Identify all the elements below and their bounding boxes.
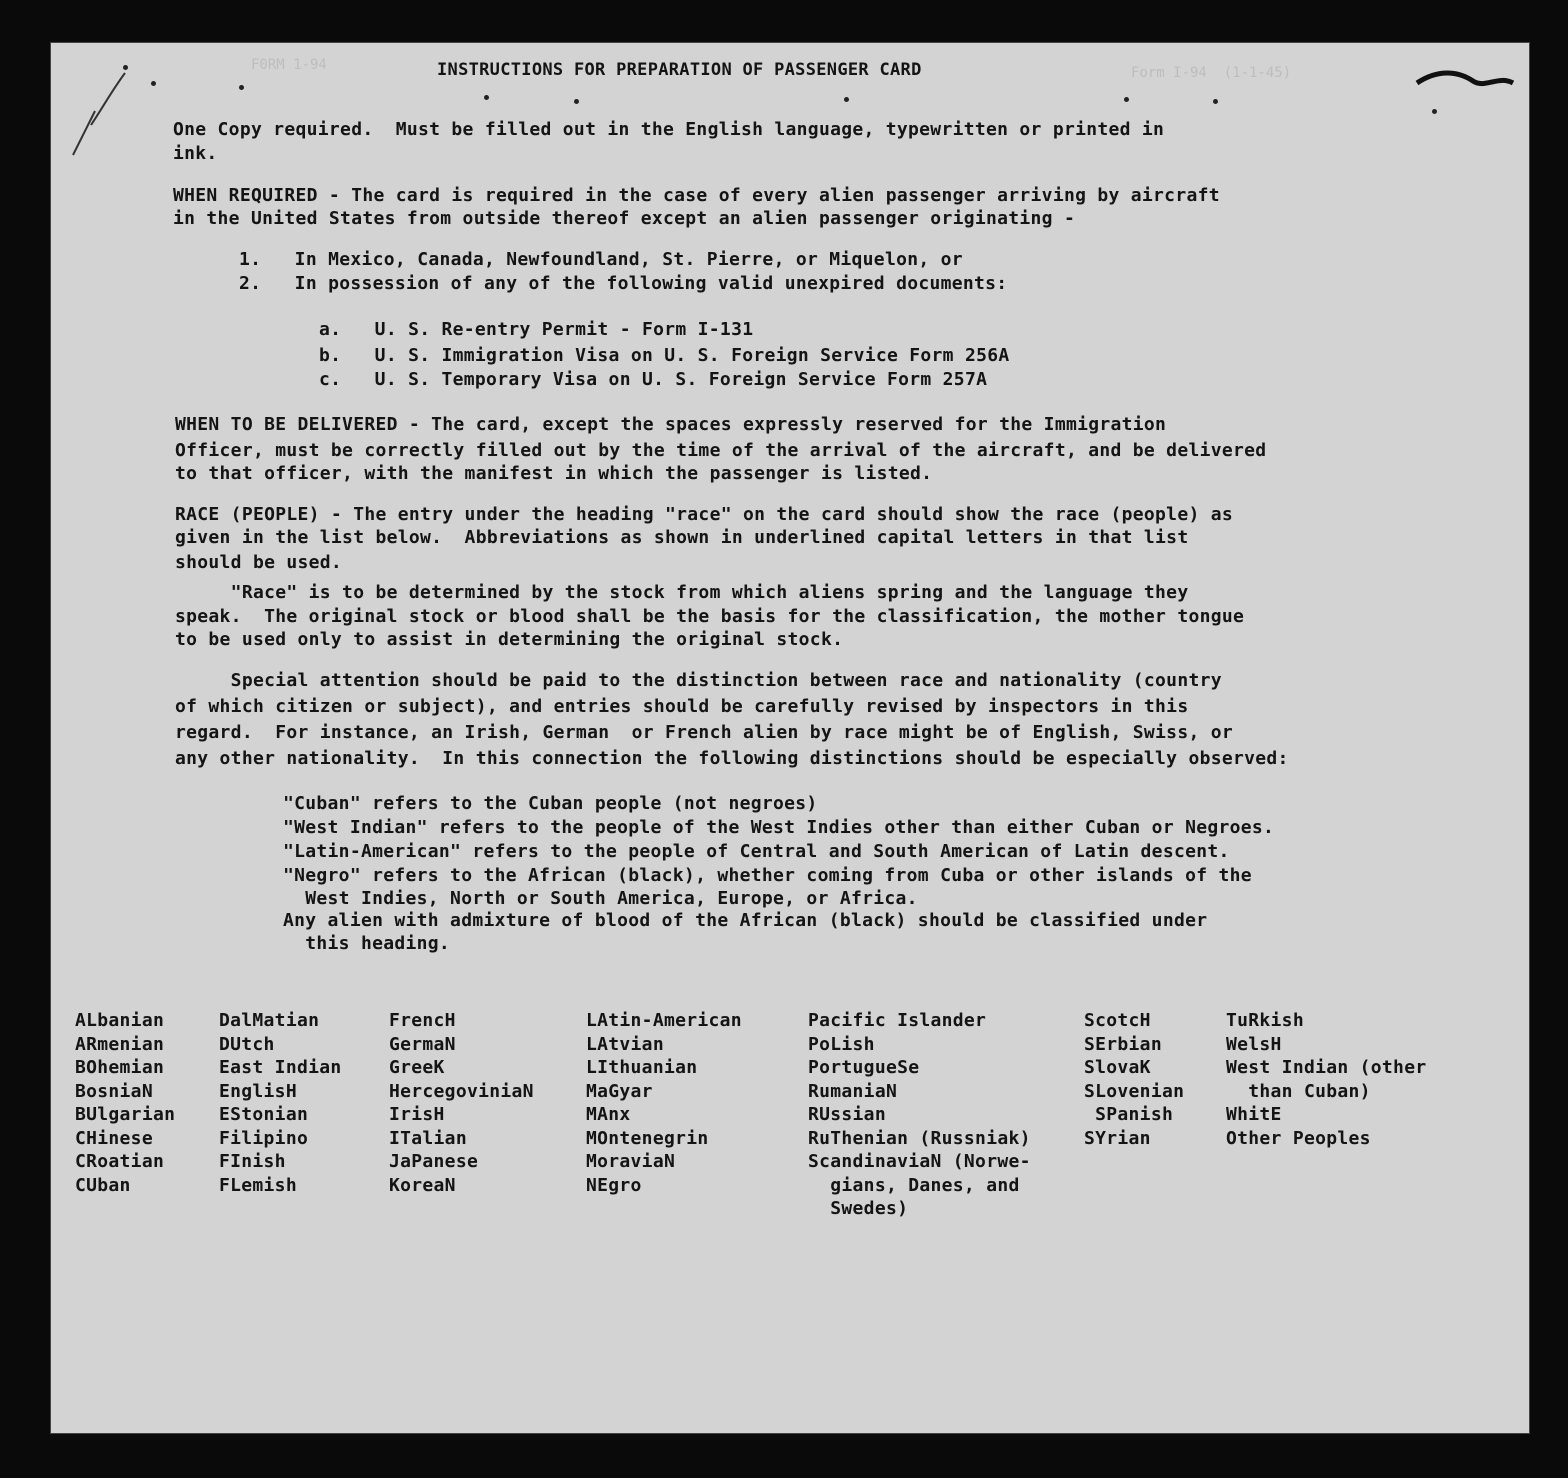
speck [1124,97,1129,102]
distinction-negro: "Negro" refers to the African (black), whether coming from Cuba or other islands of the [283,865,1252,886]
race-entry: ALbanian [75,1010,165,1031]
distinction-admixture: Any alien with admixture of blood of the African (black) should be classified under [283,910,1208,931]
race-entry: MAnx [586,1104,631,1125]
race-entry: ScotcH [1084,1010,1151,1031]
race-entry: EStonian [219,1104,309,1125]
special-attention-line-2: of which citizen or subject), and entries should be carefully revised by inspectors in this [175,696,1189,717]
distinction-cuban: "Cuban" refers to the Cuban people (not negroes) [283,793,818,814]
race-people-line-2: given in the list below. Abbreviations as shown in underlined capital letters in that list [175,527,1189,548]
race-entry: RuThenian (Russniak) [808,1127,1031,1149]
race-entry: MaGyar [586,1080,653,1102]
race-definition-line-3: to be used only to assist in determining the original stock. [175,629,844,650]
race-entry: LAtin-American [586,1010,742,1031]
race-entry: RumaniaN [808,1080,898,1102]
document-c: c. U. S. Temporary Visa on U. S. Foreign Service Form 257A [319,369,988,390]
distinction-admixture-cont: this heading. [283,933,451,954]
race-entry: IrisH [389,1104,445,1125]
race-people-line-1: RACE (PEOPLE) - The entry under the heading "race" on the card should show the race (people) as [175,504,1234,525]
race-entry: LIthuanian [586,1057,698,1078]
speck [484,95,489,100]
race-column-7 [1226,1009,1426,1150]
race-entry: SPanish [1084,1104,1174,1125]
speck [844,97,849,102]
race-entry: than Cuban) [1226,1080,1371,1102]
race-entry: SLovenian [1084,1080,1185,1102]
race-column-4 [586,1009,742,1197]
special-attention-line-3: regard. For instance, an Irish, German or French alien by race might be of English, Swiss, or [175,722,1234,743]
when-delivered-line-1: WHEN TO BE DELIVERED - The card, except the spaces expressly reserved for the Immigration [175,414,1167,435]
race-column-6 [1084,1009,1184,1150]
speck [1213,99,1218,104]
document-page [50,42,1530,1434]
pen-mark-left [65,67,145,157]
race-entry: SErbian [1084,1033,1162,1055]
race-entry: NEgro [586,1174,642,1196]
race-entry: East Indian [219,1057,342,1078]
race-entry: GermaN [389,1033,456,1055]
race-entry: TuRkish [1226,1010,1304,1031]
race-entry: MOntenegrin [586,1127,709,1149]
pen-mark-top-right [1413,65,1523,105]
race-entry: HercegoviniaN [389,1080,534,1102]
race-entry: gians, Danes, and [808,1174,1020,1196]
when-required-line-2: in the United States from outside thereof except an alien passenger originating - [173,208,1076,229]
race-entry: Swedes) [808,1198,909,1219]
race-entry: West Indian (other [1226,1057,1427,1078]
race-definition-line-2: speak. The original stock or blood shall be the basis for the classification, the mother tongue [175,606,1245,627]
when-delivered-line-2: Officer, must be correctly filled out by the time of the arrival of the aircraft, and be delivered [175,440,1267,461]
race-entry: FInish [219,1151,286,1172]
race-entry: DalMatian [219,1010,320,1031]
race-entry: Other Peoples [1226,1127,1371,1149]
race-entry: WelsH [1226,1033,1282,1055]
race-entry: PortugueSe [808,1057,920,1078]
condition-2: 2. In possession of any of the following valid unexpired documents: [239,273,1008,294]
distinction-negro-cont: West Indies, North or South America, Europe, or Africa. [283,888,918,909]
speck [123,65,128,70]
race-entry: SlovaK [1084,1057,1151,1078]
race-people-line-3: should be used. [175,552,343,573]
when-required-line-1: WHEN REQUIRED - The card is required in the case of every alien passenger arriving by aircraft [173,185,1220,206]
race-entry: ITalian [389,1127,467,1149]
page-title: INSTRUCTIONS FOR PREPARATION OF PASSENGER CARD [437,60,922,80]
race-entry: Filipino [219,1127,309,1149]
intro-line-1: One Copy required. Must be filled out in the English language, typewritten or printed in [173,119,1165,140]
condition-1: 1. In Mexico, Canada, Newfoundland, St. Pierre, or Miquelon, or [239,249,963,270]
race-entry: RUssian [808,1104,886,1125]
race-entry: CRoatian [75,1151,165,1172]
race-column-5 [808,1009,1031,1221]
speck [574,99,579,104]
race-entry: CUban [75,1174,131,1196]
race-column-3 [389,1009,534,1197]
when-delivered-line-3: to that officer, with the manifest in which the passenger is listed. [175,463,933,484]
race-entry: JaPanese [389,1151,479,1172]
race-entry: BOhemian [75,1057,165,1078]
special-attention-line-1: Special attention should be paid to the distinction between race and nationality (country [175,670,1222,691]
speck [239,85,244,90]
document-a: a. U. S. Re-entry Permit - Form I-131 [319,319,754,340]
race-entry: WhitE [1226,1104,1282,1125]
race-entry: GreeK [389,1057,445,1078]
document-b: b. U. S. Immigration Visa on U. S. Foreign Service Form 256A [319,345,1010,366]
race-entry: DUtch [219,1033,275,1055]
race-entry: BosniaN [75,1080,153,1102]
race-entry: PoLish [808,1033,875,1055]
speck [151,81,156,86]
race-column-2 [219,1009,342,1197]
race-definition-line-1: "Race" is to be determined by the stock from which aliens spring and the language they [175,582,1189,603]
distinction-latin-american: "Latin-American" refers to the people of Central and South American of Latin descent. [283,841,1230,862]
race-entry: CHinese [75,1127,153,1149]
race-entry: Pacific Islander [808,1010,987,1031]
bleed-through-text: F0RM 1-94 [251,57,327,73]
race-entry: MoraviaN [586,1151,676,1172]
speck [1432,109,1437,114]
race-entry: SYrian [1084,1127,1151,1149]
intro-line-2: ink. [173,143,218,164]
race-entry: EnglisH [219,1080,297,1102]
distinction-west-indian: "West Indian" refers to the people of the West Indies other than either Cuban or Negroes. [283,817,1275,838]
race-entry: LAtvian [586,1033,664,1055]
race-entry: KoreaN [389,1174,456,1196]
race-entry: ARmenian [75,1033,165,1055]
race-entry: FrencH [389,1010,456,1031]
race-entry: FLemish [219,1174,297,1196]
bleed-through-text-right: Form I-94 (1-1-45) [1131,65,1292,81]
race-entry: BUlgarian [75,1104,176,1125]
race-column-1 [75,1009,175,1197]
special-attention-line-4: any other nationality. In this connection the following distinctions should be especially observed: [175,748,1289,769]
race-entry: ScandinaviaN (Norwe- [808,1151,1031,1172]
